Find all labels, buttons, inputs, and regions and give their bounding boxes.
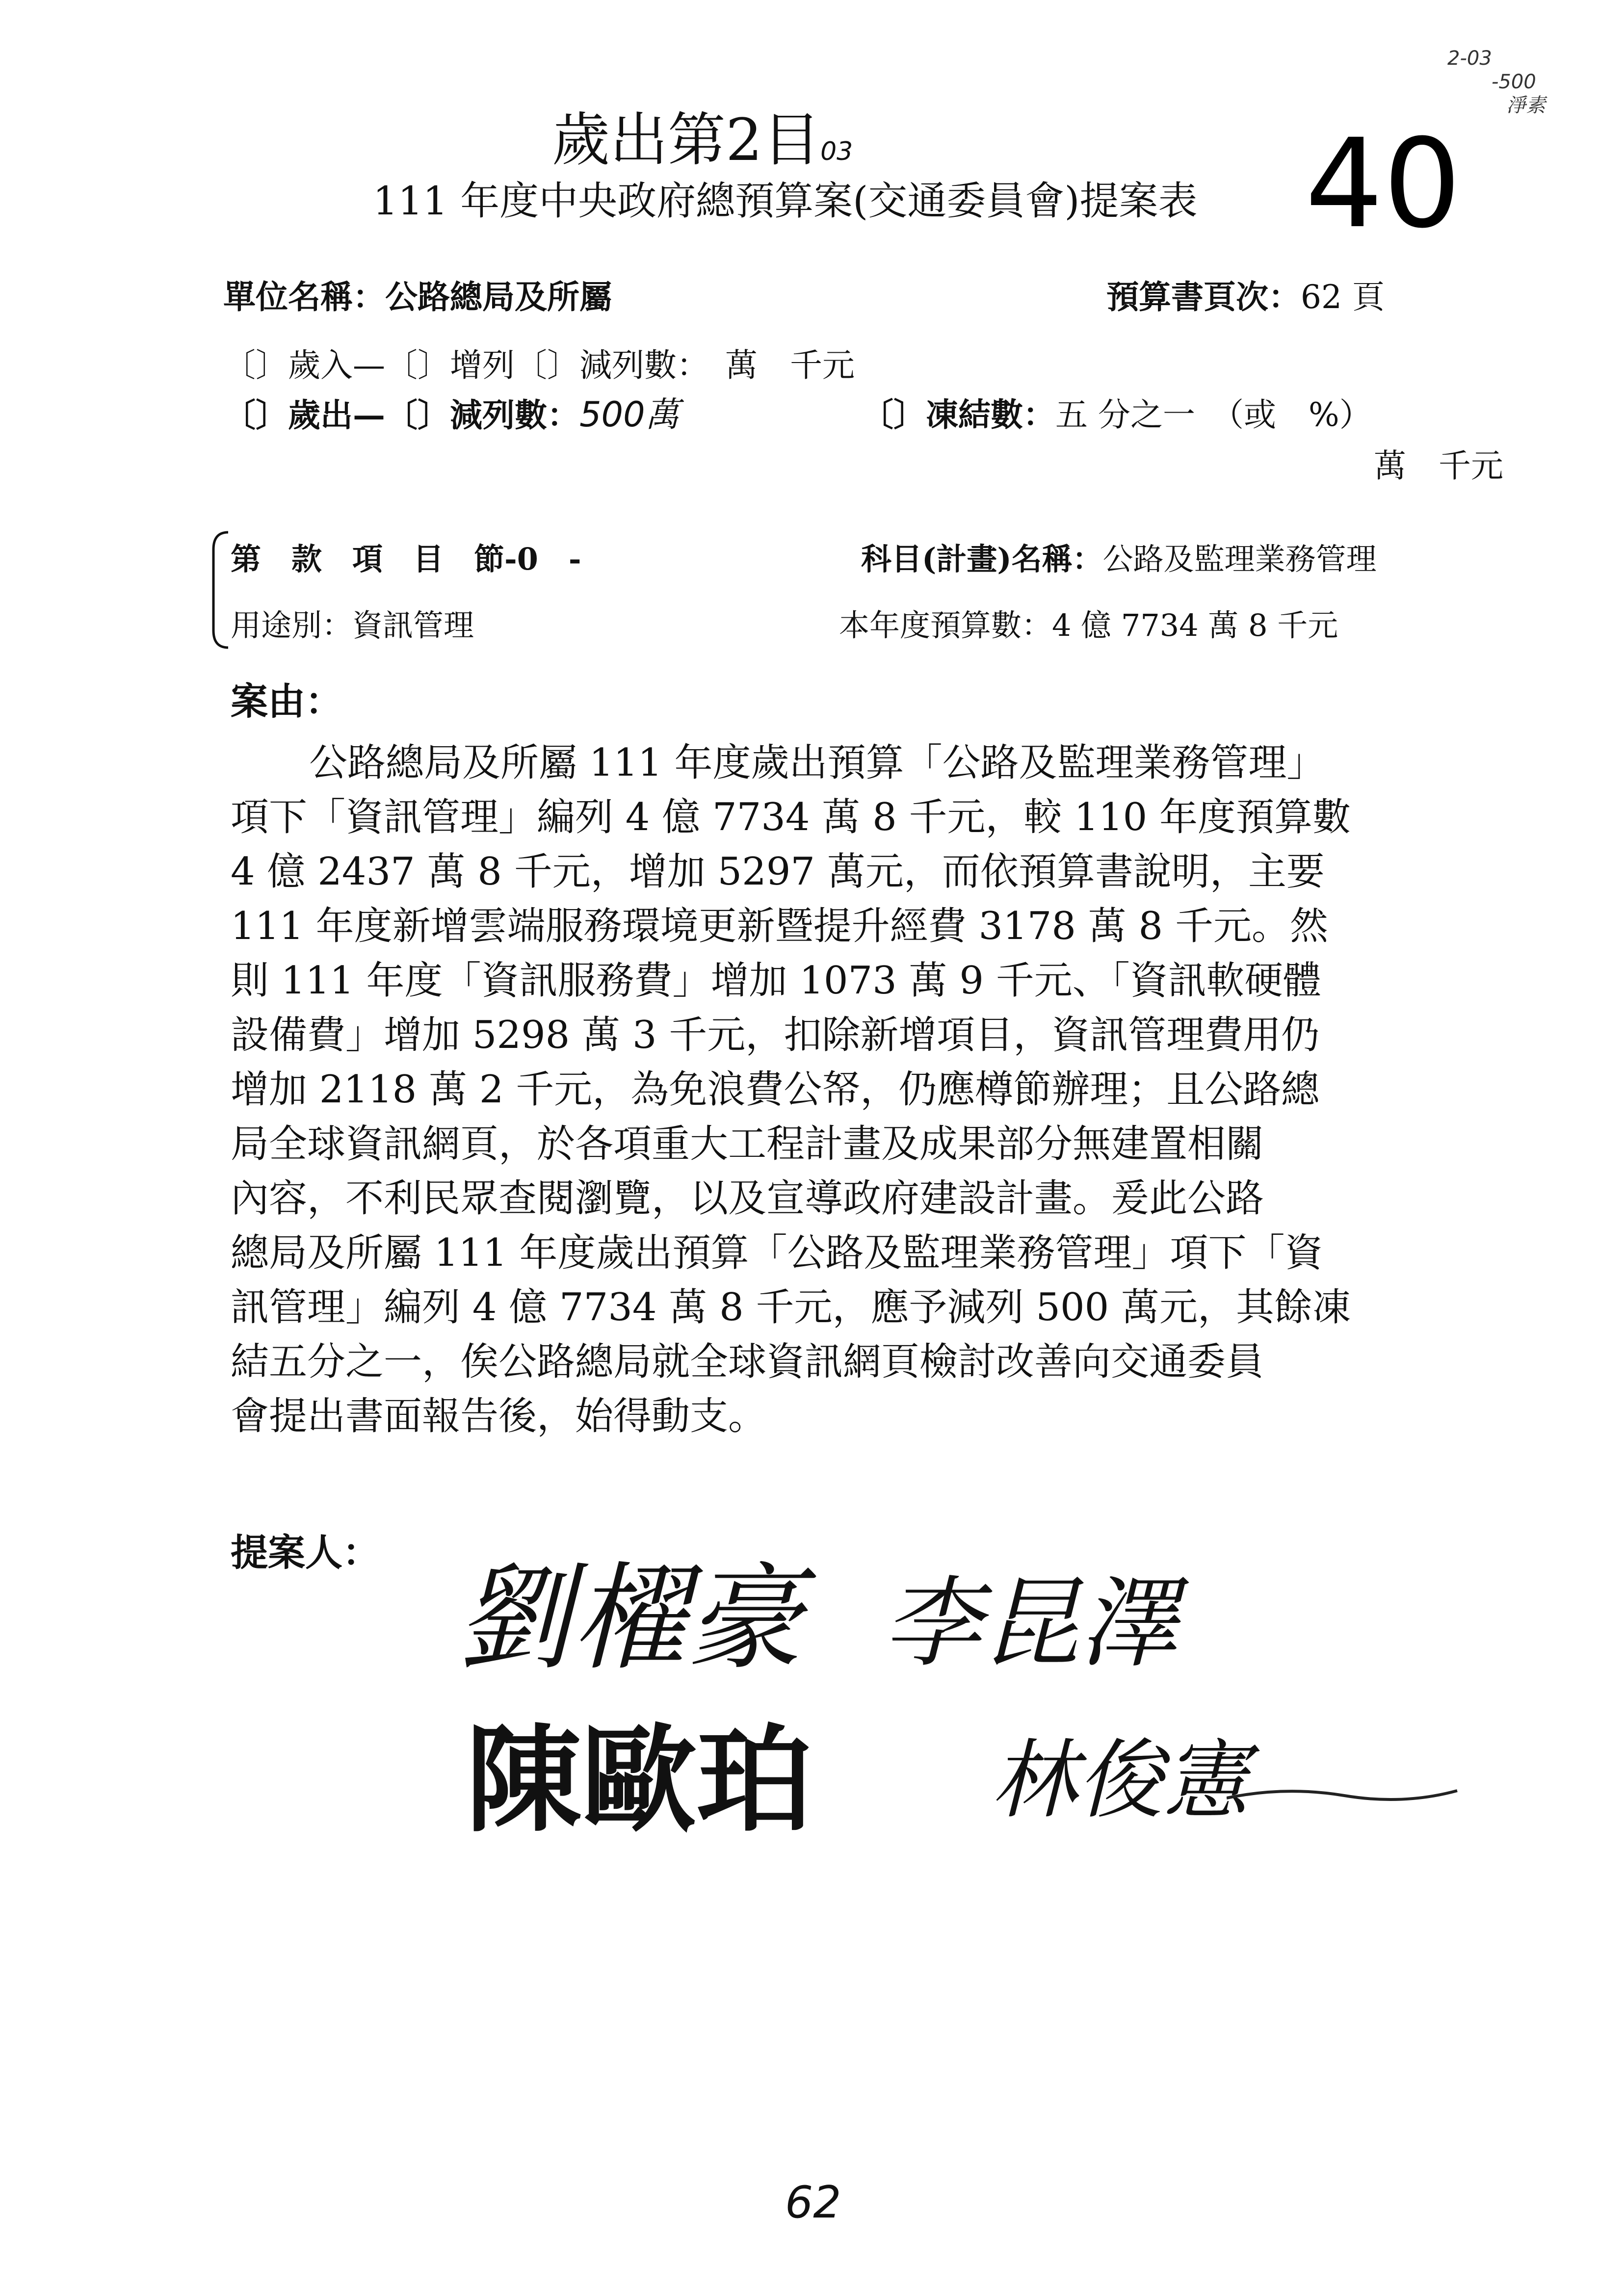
unit-row	[223, 275, 612, 319]
reason-line: 會提出書面報告後，始得動支。	[231, 1394, 767, 1438]
usage-value: 資訊管理	[352, 607, 474, 643]
section-handwritten	[552, 108, 853, 183]
expenditure-label: 〔〕歲出—〔〕減列數：	[223, 396, 579, 434]
reason-line: 局全球資訊網頁，於各項重大工程計畫及成果部分無建置相關	[231, 1122, 1264, 1166]
flourish-stroke	[1227, 1791, 1457, 1800]
budget-page-row	[1106, 275, 1385, 319]
proposal-number: 40	[1305, 112, 1462, 255]
usage-row	[231, 606, 474, 645]
unit-value: 公路總局及所屬	[385, 278, 612, 316]
signature-4: 林俊憲	[991, 1731, 1249, 1830]
signature-1: 劉櫂豪	[456, 1552, 802, 1686]
corner-note-line: 淨素	[1506, 94, 1545, 117]
reason-line: 增加 2118 萬 2 千元，為免浪費公帑，仍應樽節辦理；且公路總	[231, 1068, 1320, 1112]
budget-page-label: 預算書頁次：	[1106, 278, 1301, 316]
reason-label: 案由：	[231, 679, 342, 723]
reason-line: 則 111 年度「資訊服務費」增加 1073 萬 9 千元、「資訊軟硬體	[231, 959, 1321, 1003]
category-right	[861, 540, 1377, 579]
freeze-value: 五 分之一 （或 %）	[1055, 396, 1372, 434]
reason-line: 4 億 2437 萬 8 千元，增加 5297 萬元，而依預算書說明，主要	[231, 850, 1325, 894]
proposer-label: 提案人：	[231, 1531, 380, 1574]
signature-2: 李昆澤	[883, 1566, 1178, 1681]
category-right-label: 科目(計畫)名稱：	[861, 541, 1103, 577]
bracket-stroke	[213, 532, 228, 648]
reason-line: 內容，不利民眾查閱瀏覽，以及宣導政府建設計畫。爰此公路	[231, 1176, 1264, 1221]
corner-note-line: 2-03	[1447, 47, 1492, 70]
section-sub: 03	[820, 137, 853, 166]
revenue-row: 〔〕歲入—〔〕增列〔〕減列數： 萬 千元	[223, 346, 855, 384]
corner-note-line: -500	[1492, 71, 1536, 93]
page-number: 62	[785, 2177, 841, 2228]
category-left: 第 款 項 目 節-0 -	[231, 541, 581, 577]
current-budget-row	[839, 606, 1338, 645]
reason-line: 總局及所屬 111 年度歲出預算「公路及監理業務管理」項下「資	[231, 1231, 1323, 1275]
unit-label: 單位名稱：	[223, 278, 385, 316]
current-budget-value: 4 億 7734 萬 8 千元	[1052, 607, 1338, 643]
usage-label: 用途別：	[231, 607, 353, 643]
freeze-row	[861, 392, 1372, 437]
freeze-label: 〔〕凍結數：	[861, 395, 1055, 434]
reason-line: 訊管理」編列 4 億 7734 萬 8 千元，應予減列 500 萬元，其餘凍	[231, 1285, 1351, 1330]
reason-line: 公路總局及所屬 111 年度歲出預算「公路及監理業務管理」	[309, 741, 1325, 785]
signature-flourish	[1227, 1781, 1462, 1810]
reason-line: 結五分之一，俟公路總局就全球資訊網頁檢討改善向交通委員	[231, 1340, 1264, 1384]
reason-line: 設備費」增加 5298 萬 3 千元，扣除新增項目，資訊管理費用仍	[231, 1013, 1320, 1057]
reason-line: 111 年度新增雲端服務環境更新暨提升經費 3178 萬 8 千元。然	[231, 904, 1328, 948]
budget-page-value: 62 頁	[1301, 278, 1385, 316]
expenditure-amount: 500萬	[579, 394, 680, 435]
left-bracket	[209, 530, 233, 650]
expenditure-row	[223, 392, 680, 438]
signature-3: 陳歐珀	[466, 1714, 812, 1848]
reason-body	[231, 736, 1438, 1444]
page-title: 111 年度中央政府總預算案(交通委員會)提案表	[373, 178, 1198, 224]
reason-line: 項下「資訊管理」編列 4 億 7734 萬 8 千元，較 110 年度預算數	[231, 795, 1351, 839]
current-budget-label: 本年度預算數：	[839, 607, 1052, 643]
corner-note	[1447, 47, 1545, 117]
freeze-unit: 萬 千元	[1374, 447, 1503, 485]
category-right-value: 公路及監理業務管理	[1102, 541, 1377, 577]
section-label: 歲出第2目	[552, 106, 821, 174]
